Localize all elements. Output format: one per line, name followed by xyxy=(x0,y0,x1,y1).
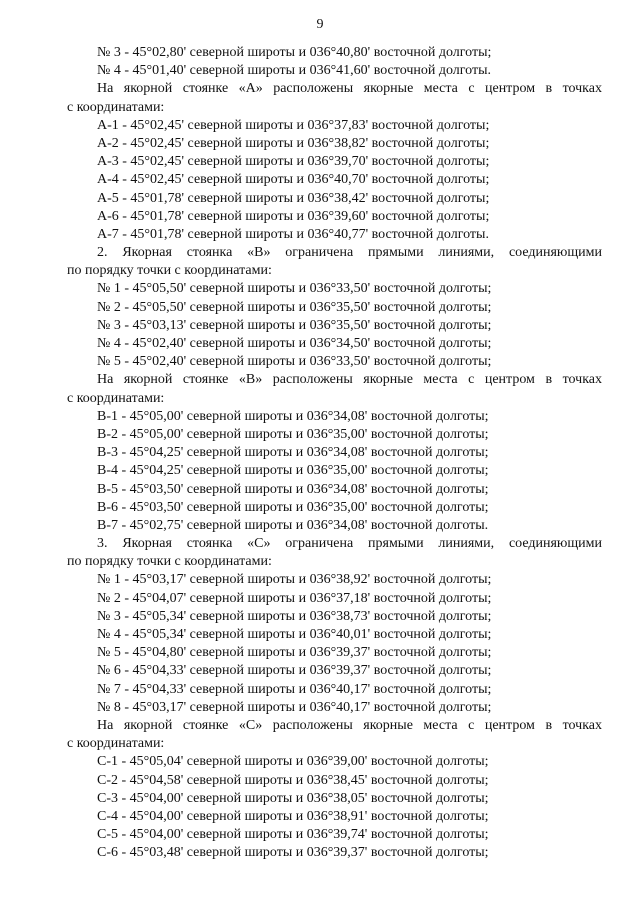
coordinate-line: В-6 - 45°03,50' северной широты и 036°35,00' восточной долготы; xyxy=(97,499,489,515)
coordinate-line: В-5 - 45°03,50' северной широты и 036°34,08' восточной долготы; xyxy=(97,481,489,497)
coordinate-line: А-4 - 45°02,45' северной широты и 036°40,70' восточной долготы; xyxy=(97,172,490,188)
coordinate-line: № 8 - 45°03,17' северной широты и 036°40,17' восточной долготы; xyxy=(97,699,492,715)
coordinate-line: В-2 - 45°05,00' северной широты и 036°35,00' восточной долготы; xyxy=(97,426,489,442)
coordinate-line: № 4 - 45°02,40' северной широты и 036°34,50' восточной долготы; xyxy=(97,336,492,351)
coordinate-line: А-1 - 45°02,45' северной широты и 036°37,83' восточной долготы; xyxy=(97,117,490,133)
coordinate-line: А-5 - 45°01,78' северной широты и 036°38,42' восточной долготы; xyxy=(97,190,490,206)
coordinate-line: № 2 - 45°05,50' северной широты и 036°35,50' восточной долготы; xyxy=(97,299,492,315)
coordinate-line: № 5 - 45°02,40' северной широты и 036°33,50' восточной долготы; xyxy=(97,354,492,370)
coordinate-line: № 7 - 45°04,33' северной широты и 036°40,17' восточной долготы; xyxy=(97,681,492,697)
coordinate-line: № 3 - 45°02,80' северной широты и 036°40,80' восточной долготы; xyxy=(97,45,492,60)
paragraph-continuation: с координатами: xyxy=(67,99,165,115)
coordinate-line: С-1 - 45°05,04' северной широты и 036°39,00' восточной долготы; xyxy=(97,754,489,770)
paragraph-line: 3. Якорная стоянка «С» ограничена прямыми линиями, соединяющими xyxy=(97,536,602,552)
paragraph-continuation: по порядку точки с координатами: xyxy=(67,554,272,570)
coordinate-line: С-6 - 45°03,48' северной широты и 036°39,37' восточной долготы; xyxy=(97,845,489,861)
coordinate-line: А-7 - 45°01,78' северной широты и 036°40,77' восточной долготы. xyxy=(97,226,489,242)
coordinate-line: С-4 - 45°04,00' северной широты и 036°38,91' восточной долготы; xyxy=(97,808,489,824)
paragraph-continuation: с координатами: xyxy=(67,736,165,752)
coordinate-line: № 1 - 45°03,17' северной широты и 036°38,92' восточной долготы; xyxy=(97,572,492,588)
coordinate-line: В-1 - 45°05,00' северной широты и 036°34,08' восточной долготы; xyxy=(97,408,489,424)
coordinate-line: С-5 - 45°04,00' северной широты и 036°39,74' восточной долготы; xyxy=(97,827,489,843)
coordinate-line: А-3 - 45°02,45' северной широты и 036°39,70' восточной долготы; xyxy=(97,154,490,170)
coordinate-line: С-3 - 45°04,00' северной широты и 036°38,05' восточной долготы; xyxy=(97,790,489,806)
page-number: 9 xyxy=(316,17,324,32)
paragraph-continuation: с координатами: xyxy=(67,390,165,406)
coordinate-line: № 3 - 45°05,34' северной широты и 036°38,73' восточной долготы; xyxy=(97,608,492,624)
coordinate-line: В-3 - 45°04,25' северной широты и 036°34,08' восточной долготы; xyxy=(97,445,489,461)
coordinate-line: № 6 - 45°04,33' северной широты и 036°39,37' восточной долготы; xyxy=(97,663,492,679)
paragraph-line: 2. Якорная стоянка «В» ограничена прямыми линиями, соединяющими xyxy=(97,245,602,261)
coordinate-line: № 4 - 45°01,40' северной широты и 036°41,60' восточной долготы. xyxy=(97,63,492,79)
paragraph-line: На якорной стоянке «В» расположены якорные места с центром в точках xyxy=(97,372,602,388)
coordinate-line: № 1 - 45°05,50' северной широты и 036°33,50' восточной долготы; xyxy=(97,281,492,297)
coordinate-line: В-7 - 45°02,75' северной широты и 036°34,08' восточной долготы. xyxy=(97,517,489,533)
coordinate-line: № 4 - 45°05,34' северной широты и 036°40,01' восточной долготы; xyxy=(97,627,492,642)
coordinate-line: № 3 - 45°03,13' северной широты и 036°35,50' восточной долготы; xyxy=(97,317,492,333)
coordinate-line: С-2 - 45°04,58' северной широты и 036°38,45' восточной долготы; xyxy=(97,772,489,788)
paragraph-continuation: по порядку точки с координатами: xyxy=(67,263,272,279)
paragraph-line: На якорной стоянке «А» расположены якорные места с центром в точках xyxy=(97,81,602,97)
coordinate-line: № 5 - 45°04,80' северной широты и 036°39,37' восточной долготы; xyxy=(97,645,492,661)
coordinate-line: А-2 - 45°02,45' северной широты и 036°38,82' восточной долготы; xyxy=(97,135,490,151)
document-body xyxy=(67,44,602,862)
coordinate-line: А-6 - 45°01,78' северной широты и 036°39,60' восточной долготы; xyxy=(97,208,490,224)
coordinate-line: В-4 - 45°04,25' северной широты и 036°35,00' восточной долготы; xyxy=(97,463,489,479)
paragraph-line: На якорной стоянке «С» расположены якорные места с центром в точках xyxy=(97,717,602,733)
coordinate-line: № 2 - 45°04,07' северной широты и 036°37,18' восточной долготы; xyxy=(97,590,492,606)
